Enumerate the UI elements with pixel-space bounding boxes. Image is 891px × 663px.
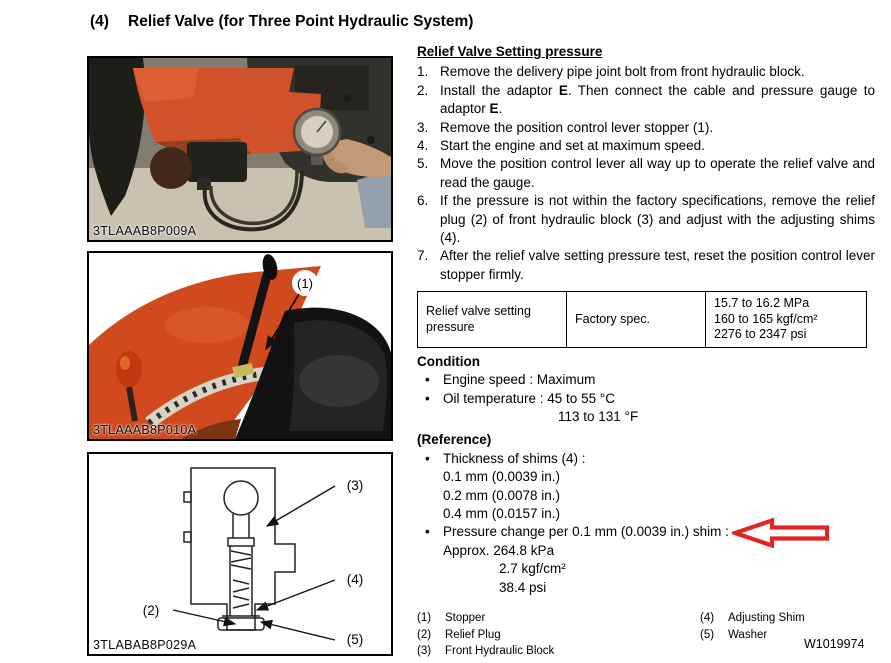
- legend-column-right: [700, 610, 875, 660]
- legend-entry-name: Washer: [728, 628, 768, 641]
- red-arrow-icon: [732, 518, 832, 548]
- spec-values-cell: [706, 292, 867, 348]
- legend-entry-number: (4): [700, 612, 715, 625]
- reference-value-line: 2.7 kgf/cm²: [499, 561, 566, 577]
- step-number: 4.: [417, 138, 429, 154]
- procedure-step: [417, 63, 875, 81]
- parts-legend: [417, 610, 875, 660]
- reference-lead-text: Pressure change per 0.1 mm (0.0039 in.) shim :: [443, 524, 729, 540]
- figure-relief-valve-diagram: [87, 452, 393, 656]
- procedure-step: [417, 247, 875, 284]
- condition-heading: Condition: [417, 353, 480, 369]
- procedure-steps: [417, 63, 875, 284]
- page-title: [90, 13, 473, 31]
- legend-entry: [700, 610, 875, 627]
- condition-item: [417, 390, 875, 408]
- document-code: W1019974: [804, 637, 865, 651]
- reference-items: [417, 450, 875, 597]
- step-number: 2.: [417, 82, 429, 98]
- reference-lead: [443, 523, 875, 541]
- reference-value-line: 0.1 mm (0.0039 in.): [443, 469, 561, 485]
- callout-1-label: (1): [297, 276, 313, 291]
- step-number: 7.: [417, 248, 429, 264]
- legend-entry: [417, 643, 700, 660]
- condition-text: Engine speed : Maximum: [443, 372, 596, 388]
- condition-text: Oil temperature : 45 to 55 °C: [443, 390, 615, 406]
- section-number: (4): [90, 13, 109, 30]
- condition-continued: 113 to 131 °F: [558, 409, 639, 424]
- reference-lead-text: Thickness of shims (4) :: [443, 450, 586, 466]
- spec-value-line: 160 to 165 kgf/cm²: [714, 311, 818, 326]
- spec-value-line: 2276 to 2347 psi: [714, 327, 807, 342]
- step-text: Remove the delivery pipe joint bolt from front hydraulic block.: [440, 64, 805, 80]
- legend-entry-name: Relief Plug: [445, 628, 501, 641]
- spec-values: [714, 296, 860, 343]
- reference-value-line: Approx. 264.8 kPa: [443, 542, 555, 558]
- figure-label: 3TLAAAB8P009A: [93, 224, 197, 238]
- bullet-glyph: •: [425, 524, 430, 540]
- step-text: Move the position control lever all way up to operate the relief valve and read the gauge.: [440, 156, 875, 190]
- relief-valve-diagram-art: [89, 454, 391, 654]
- procedure-step: [417, 155, 875, 192]
- legend-entry: [417, 610, 700, 627]
- procedure-step: [417, 137, 875, 155]
- bullet-glyph: •: [425, 372, 430, 388]
- reference-value-line: 0.2 mm (0.0078 in.): [443, 487, 561, 503]
- procedure-heading: Relief Valve Setting pressure: [417, 44, 603, 59]
- bullet-glyph: •: [425, 390, 430, 406]
- procedure-step: [417, 82, 875, 119]
- reference-item: [417, 450, 875, 468]
- figure-control-lever-photo: [87, 251, 393, 441]
- legend-entry-name: Stopper: [445, 612, 486, 625]
- red-arrow-annotation: [729, 524, 831, 542]
- spec-table: [417, 291, 867, 348]
- spec-value-line: 15.7 to 16.2 MPa: [714, 296, 810, 311]
- step-text: After the relief valve setting pressure test, reset the position control lever stopper firmly.: [440, 248, 875, 282]
- section-title-text: Relief Valve (for Three Point Hydraulic System): [128, 13, 474, 30]
- step-number: 3.: [417, 119, 429, 135]
- figure-label: 3TLAAAB8P010A: [93, 423, 197, 437]
- legend-entry-name: Adjusting Shim: [728, 612, 805, 625]
- legend-entry-number: (5): [700, 628, 715, 641]
- procedure-step: [417, 119, 875, 137]
- legend-entry-number: (1): [417, 612, 432, 625]
- bullet-glyph: •: [425, 450, 430, 466]
- callout-3-label: (3): [346, 478, 364, 493]
- step-number: 6.: [417, 193, 429, 209]
- step-number: 5.: [417, 156, 429, 172]
- reference-lead: [443, 450, 875, 468]
- callout-4-label: (4): [346, 572, 364, 587]
- reference-item: [417, 523, 875, 541]
- reference-value-line: 0.4 mm (0.0157 in.): [443, 506, 561, 522]
- reference-heading: (Reference): [417, 432, 492, 448]
- legend-entry: [417, 627, 700, 644]
- step-number: 1.: [417, 64, 429, 80]
- legend-column-left: [417, 610, 700, 660]
- spec-item-cell: Relief valve setting pressure: [418, 292, 567, 348]
- procedure-column: [417, 43, 875, 660]
- figure-label: 3TLABAB8P029A: [93, 638, 197, 652]
- condition-item: [417, 371, 875, 389]
- legend-entry-number: (3): [417, 645, 432, 658]
- spec-label-cell: Factory spec.: [567, 292, 706, 348]
- legend-entry-name: Front Hydraulic Block: [445, 645, 555, 658]
- step-text: Start the engine and set at maximum speed.: [440, 138, 705, 154]
- step-text: Remove the position control lever stopper (1).: [440, 119, 714, 135]
- callout-2-label: (2): [142, 603, 160, 618]
- condition-items: [417, 371, 875, 426]
- reference-value-line: 38.4 psi: [499, 579, 547, 595]
- step-text: If the pressure is not within the factory specifications, remove the relief plug (2) of front hydraulic block (3) and adjust with the adjusting shims (4).: [440, 193, 875, 246]
- callout-5-label: (5): [346, 632, 364, 647]
- control-lever-photo-art: [89, 253, 391, 439]
- step-text: Install the adaptor E. Then connect the cable and pressure gauge to adaptor E.: [440, 82, 876, 117]
- procedure-step: [417, 192, 875, 247]
- figure-pressure-gauge-photo: [87, 56, 393, 242]
- legend-entry-number: (2): [417, 628, 432, 641]
- tractor-gauge-photo-art: [89, 58, 391, 240]
